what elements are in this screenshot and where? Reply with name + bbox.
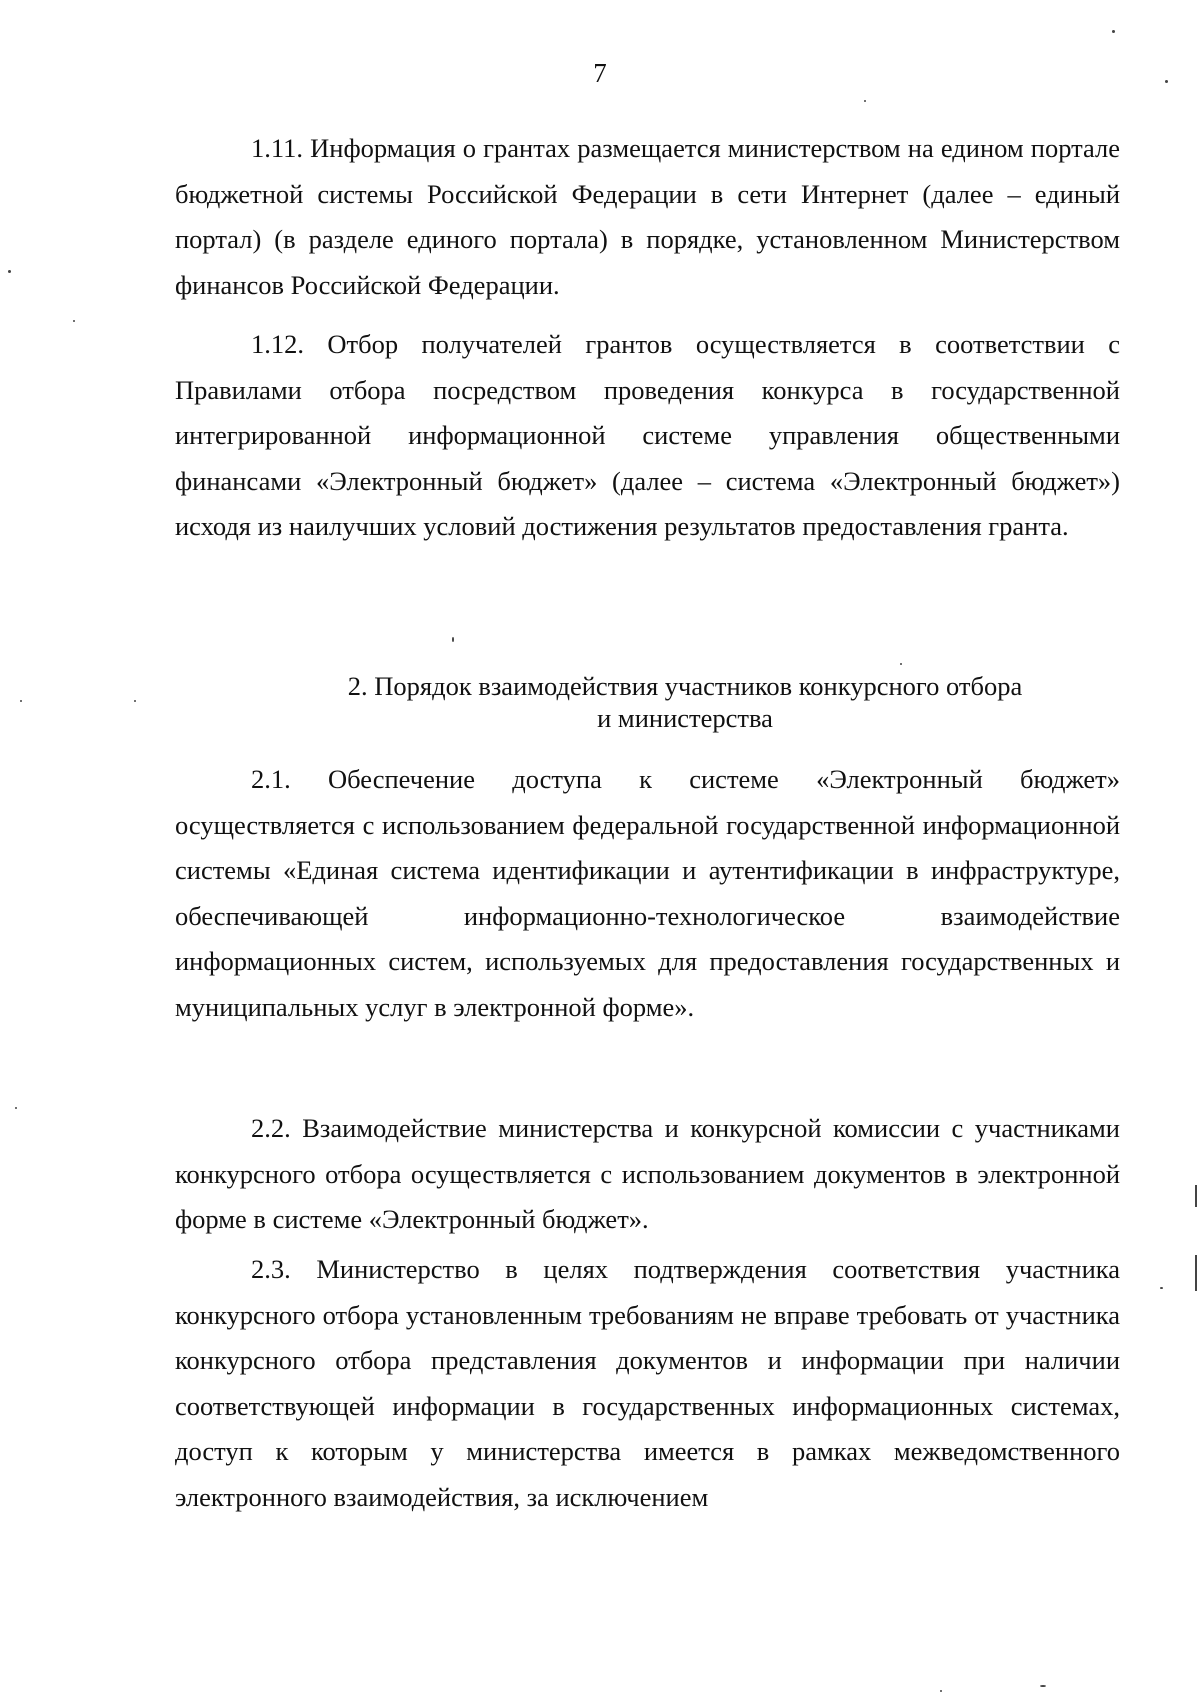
paragraph-2-2: 2.2. Взаимодействие министерства и конкурсной комиссии с участниками конкурсного отбора осуществляется с использованием документов в электронной форме в системе «Электронный бюджет». — [175, 1113, 1120, 1234]
section-heading — [320, 670, 1050, 734]
scan-speck — [134, 700, 136, 702]
scan-speck — [8, 270, 11, 273]
scan-speck — [1195, 1255, 1197, 1291]
scan-speck — [1112, 30, 1115, 33]
scan-speck — [452, 637, 454, 642]
scan-speck — [1165, 80, 1168, 83]
scan-speck — [940, 1690, 942, 1692]
paragraph-1-12: 1.12. Отбор получателей грантов осуществляется в соответствии с Правилами отбора посредством проведения конкурса в государственной интегрированной информационной системе управления общественными финансами «Электронный бюджет» (далее – система «Электронный бюджет») исходя из наилучших условий достижения результатов предоставления гранта. — [175, 329, 1120, 541]
scan-speck — [73, 320, 75, 322]
section-heading-line-2: и министерства — [597, 703, 773, 733]
page-number: 7 — [593, 58, 607, 88]
scan-speck — [20, 700, 22, 702]
paragraph-1-11: 1.11. Информация о грантах размещается министерством на едином портале бюджетной системы Российской Федерации в сети Интернет (далее – единый портал) (в разделе единого портала) в порядке, установленном Министерством финансов Российской Федерации. — [175, 133, 1120, 300]
paragraph-2-1: 2.1. Обеспечение доступа к системе «Электронный бюджет» осуществляется с использованием федеральной государственной информационной системы «Единая система идентификации и аутентификации в инфраструктуре, обеспечивающей информационно-технологическое взаимодействие информационных систем, используемых для предоставления государственных и муниципальных услуг в электронной форме». — [175, 764, 1120, 1022]
scan-speck — [1040, 1685, 1046, 1687]
scan-speck — [900, 663, 902, 665]
paragraph-2-3: 2.3. Министерство в целях подтверждения соответствия участника конкурсного отбора установленным требованиям не вправе требовать от участника конкурсного отбора представления документов и информации при наличии соответствующей информации в государственных информационных системах, доступ к которым у министерства имеется в рамках межведомственного электронного взаимодействия, за исключением — [175, 1254, 1120, 1512]
scan-speck — [864, 100, 866, 102]
scan-speck — [1160, 1287, 1163, 1289]
section-heading-line-1: 2. Порядок взаимодействия участников конкурсного отбора — [347, 671, 1023, 701]
scan-speck — [15, 1107, 17, 1109]
scan-speck — [1195, 1185, 1197, 1207]
